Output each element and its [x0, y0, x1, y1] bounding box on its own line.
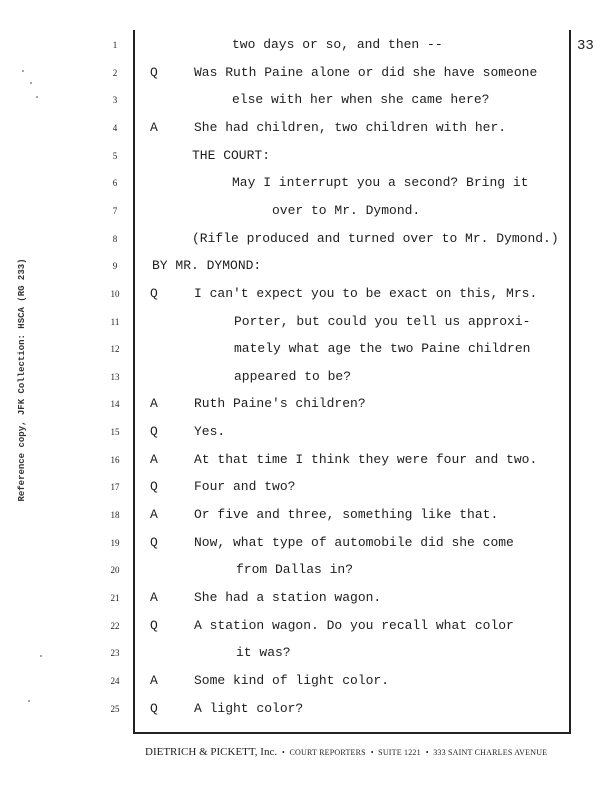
- line-number: 20: [110, 565, 120, 576]
- speaker-label: A: [150, 672, 158, 688]
- line-number: 25: [110, 703, 120, 714]
- line-number: 15: [110, 427, 120, 438]
- line-text: from Dallas in?: [236, 562, 354, 578]
- line-text: May I interrupt you a second? Bring it: [232, 175, 529, 191]
- line-text: Or five and three, something like that.: [194, 507, 499, 523]
- line-text: mately what age the two Paine children: [234, 341, 531, 357]
- speaker-label: Q: [150, 285, 158, 301]
- transcript-line: [0, 148, 612, 168]
- speaker-label: Q: [150, 534, 158, 550]
- speaker-label: Q: [150, 479, 158, 495]
- line-text: two days or so, and then --: [232, 37, 443, 52]
- line-text: Yes.: [194, 424, 226, 440]
- transcript-line: [0, 203, 612, 223]
- transcript-line: [0, 562, 612, 582]
- transcript-line: [0, 369, 612, 389]
- transcript-line: [0, 231, 612, 251]
- line-number: 21: [110, 593, 120, 603]
- line-text: A light color?: [194, 700, 304, 716]
- line-number: 3: [112, 95, 118, 106]
- line-text: Was Ruth Paine alone or did she have someone: [194, 64, 538, 80]
- line-text: appeared to be?: [234, 368, 352, 384]
- speaker-label: A: [150, 451, 158, 467]
- line-number: 6: [112, 178, 118, 189]
- line-number: 19: [110, 537, 120, 548]
- line-text: I can't expect you to be exact on this, Mrs.: [194, 285, 538, 301]
- line-number: 7: [112, 205, 118, 216]
- transcript-line: [0, 314, 612, 334]
- line-number: 2: [112, 67, 118, 78]
- transcript-line: [0, 590, 612, 610]
- speaker-label: Q: [150, 700, 158, 716]
- transcript-line: [0, 258, 612, 278]
- line-text: A station wagon. Do you recall what color: [194, 617, 514, 633]
- scan-speck: [36, 96, 38, 98]
- line-text: Porter, but could you tell us approxi-: [234, 313, 531, 329]
- transcript-line: [0, 37, 612, 57]
- line-number: 9: [112, 261, 118, 272]
- footer-reporters: COURT REPORTERS: [289, 748, 366, 757]
- line-text: Now, what type of automobile did she come: [194, 534, 514, 550]
- speaker-label: A: [150, 119, 158, 135]
- line-text: Ruth Paine's children?: [194, 396, 366, 412]
- line-text: it was?: [236, 645, 291, 661]
- line-number: 4: [112, 122, 118, 133]
- line-text: At that time I think they were four and two.: [194, 451, 538, 467]
- line-number: 16: [110, 454, 120, 465]
- scan-speck: [40, 655, 42, 657]
- transcript-line: [0, 618, 612, 638]
- footer: DIETRICH & PICKETT, Inc. • COURT REPORTERS • SUITE 1221 • 333 SAINT CHARLES AVENUE: [145, 746, 548, 758]
- line-number: 13: [110, 371, 120, 382]
- line-text: over to Mr. Dymond.: [272, 202, 421, 218]
- speaker-label: A: [150, 396, 158, 412]
- transcript-line: [0, 120, 612, 140]
- line-number: 17: [110, 482, 120, 493]
- line-number: 12: [110, 344, 120, 355]
- transcript-line: [0, 535, 612, 555]
- transcript-line: [0, 65, 612, 85]
- transcript-line: [0, 452, 612, 472]
- scan-speck: [28, 700, 30, 702]
- line-text: (Rifle produced and turned over to Mr. Dymond.): [192, 230, 559, 246]
- footer-firm: DIETRICH & PICKETT, Inc.: [145, 746, 278, 758]
- line-number: 5: [112, 150, 118, 161]
- line-text: BY MR. DYMOND:: [152, 258, 262, 274]
- line-text: THE COURT:: [192, 147, 271, 163]
- transcript-line: [0, 645, 612, 665]
- line-number: 14: [110, 399, 120, 410]
- speaker-label: A: [150, 590, 158, 605]
- line-text: She had children, two children with her.: [194, 119, 507, 135]
- line-number: 18: [110, 510, 120, 521]
- transcript-line: [0, 424, 612, 444]
- speaker-label: Q: [150, 64, 158, 80]
- speaker-label: Q: [150, 424, 158, 440]
- line-number: 8: [112, 233, 118, 244]
- line-number: 10: [110, 288, 120, 299]
- archive-stamp-text: Reference copy, JFK Collection: HSCA (RG 233): [17, 258, 27, 502]
- transcript-line: [0, 396, 612, 416]
- footer-suite: SUITE 1221: [378, 748, 421, 757]
- scan-speck: [22, 70, 24, 72]
- line-text: Four and two?: [194, 479, 296, 495]
- transcript-line: [0, 175, 612, 195]
- line-number: 22: [110, 620, 120, 631]
- page-number: 33: [577, 38, 594, 54]
- transcript-line: [0, 92, 612, 112]
- line-text: She had a station wagon.: [194, 590, 382, 605]
- line-text: Some kind of light color.: [194, 672, 390, 688]
- line-number: 1: [112, 40, 118, 50]
- speaker-label: A: [150, 507, 158, 523]
- transcript-line: [0, 507, 612, 527]
- scan-speck: [30, 82, 32, 84]
- line-number: 24: [110, 675, 120, 686]
- footer-address: 333 SAINT CHARLES AVENUE: [433, 748, 548, 757]
- line-number: 11: [110, 316, 120, 327]
- line-number: 23: [110, 648, 120, 659]
- transcript-line: [0, 341, 612, 361]
- speaker-label: Q: [150, 617, 158, 633]
- transcript-line: [0, 673, 612, 693]
- transcript-line: [0, 479, 612, 499]
- transcript-line: [0, 701, 612, 721]
- line-text: else with her when she came here?: [232, 92, 490, 108]
- transcript-line: [0, 286, 612, 306]
